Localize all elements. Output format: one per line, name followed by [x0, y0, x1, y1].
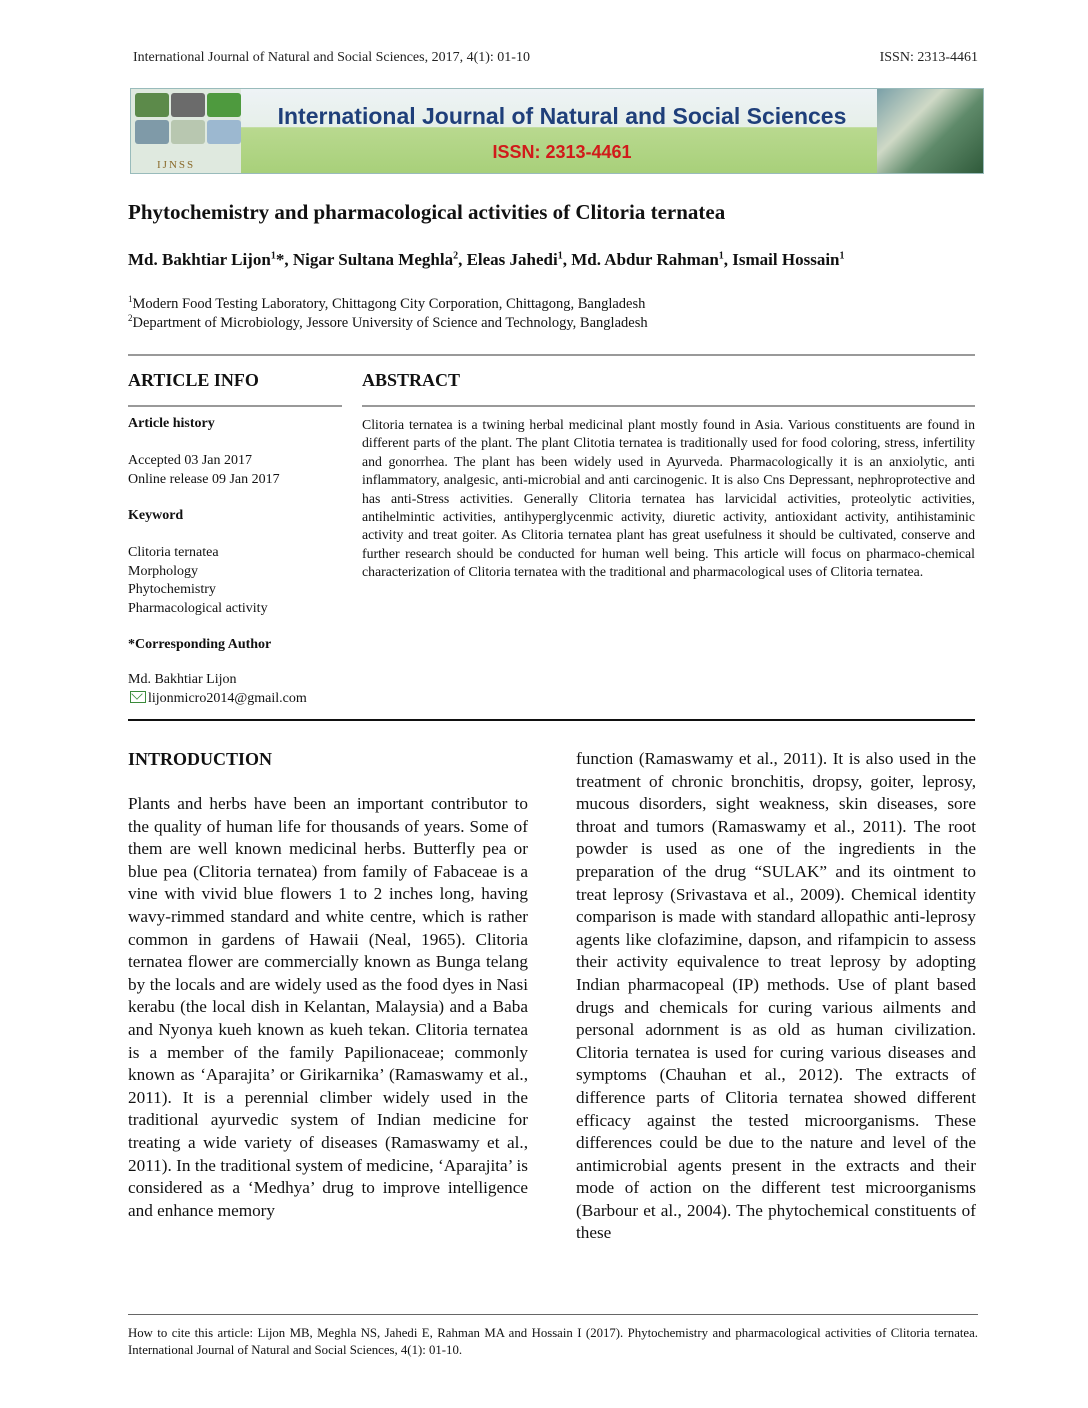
keyword-item: Phytochemistry [128, 582, 216, 597]
running-header-issn: ISSN: 2313-4461 [879, 50, 978, 65]
corresponding-author-heading: *Corresponding Author [128, 637, 272, 652]
author-name: Eleas Jahedi [466, 250, 558, 269]
accepted-date: Accepted 03 Jan 2017 [128, 453, 253, 468]
introduction-left-column: Plants and herbs have been an important contributor to the quality of human life for thousands of years. Some of them are well known medicinal herbs. Butterfly pea or blue pea (Clitoria ternatea) from family of Fabaceae is a vine with vivid blue flowers 1 to 2 inches long, having wavy-rimmed standard and white centre, which is rather common in gardens of Hawaii (Neal, 1965). Clitoria ternatea flower are commercially known as Bunga telang by the locals and are widely used as the food dyes in Nasi kerabu (the local dish in Kelantan, Malaysia) and a Baba and Nyonya kueh known as kueh tekan. Clitoria ternatea is a member of the family Papilionaceae; commonly known as ‘Aparajita’ or Girikarnika’ (Ramaswamy et al., 2011). It is a perennial climber widely used in the traditional ayurvedic system of Indian medicine for treating a wide variety of diseases (Ramaswamy et al., 2011). In the traditional system of medicine, ‘Aparajita’ is considered as a ‘Medhya’ drug to improve intelligence and enhance memory [128, 794, 528, 1220]
author-list: Md. Bakhtiar Lijon$^1$*, Nigar Sultana Meghla$^2$, Eleas Jahedi$^1$, Md. Abdur Rahman$^1$, Ismail Hossain$^1$ [128, 250, 845, 269]
author-name: Md. Bakhtiar Lijon [128, 250, 271, 269]
keyword-list [128, 544, 268, 618]
affiliation [128, 294, 645, 313]
author-affil-sup: 1 [839, 250, 845, 262]
citation [128, 1325, 978, 1359]
corresponding-mark: * [275, 250, 285, 269]
keyword-item: Pharmacological activity [128, 600, 268, 616]
author-affil-sup: 1 [270, 250, 276, 262]
citation-text: Lijon MB, Meghla NS, Jahedi E, Rahman MA and Hossain I (2017). Phytochemistry and pharmacological activities of Clitoria ternatea. International Journal of Natural and Social Sciences, 4(1): 01-10. [128, 1326, 978, 1357]
divider [128, 354, 975, 356]
affiliation-text: Modern Food Testing Laboratory, Chittagong City Corporation, Chittagong, Bangladesh [132, 295, 646, 312]
author-affil-sup: 2 [453, 250, 459, 262]
banner-issn: ISSN: 2313-4461 [492, 142, 632, 162]
author-name: Nigar Sultana Meghla [292, 250, 454, 269]
citation-label: How to cite this article: [128, 1326, 254, 1340]
running-header-journal: International Journal of Natural and Social Sciences, 2017, 4(1): 01-10 [133, 50, 530, 65]
mail-icon [130, 691, 146, 703]
article-history-heading: Article history [128, 416, 215, 431]
banner-logo-text: IJNSS [157, 159, 196, 171]
keyword-item: Clitoria ternatea [128, 545, 219, 560]
footer-divider [128, 1314, 978, 1315]
divider [362, 405, 975, 407]
affiliation-text: Department of Microbiology, Jessore University of Science and Technology, Bangladesh [132, 314, 648, 331]
banner-logo-collage [131, 89, 241, 173]
keyword-heading: Keyword [128, 508, 184, 523]
affiliation-sup: 1 [128, 294, 133, 304]
author-affil-sup: 1 [718, 250, 724, 262]
online-release-date: Online release 09 Jan 2017 [128, 472, 280, 487]
affiliation-sup: 2 [128, 313, 133, 323]
author-affil-sup: 1 [557, 250, 563, 262]
abstract-heading: ABSTRACT [362, 370, 461, 390]
abstract-text: Clitoria ternatea is a twining herbal medicinal plant mostly found in Asia. Various constituents are found in different parts of the plant. The plant Clitotia ternatea is traditionally used for food coloring, stress, infertility and gonorrhea. The plant has been widely used in Ayurveda. Pharmacologically it is an anxiolytic, anti inflammatory, analgesic, anti-microbial and anti carcinogenic. It is also Cns Depressant, nephroprotective and has anti-Stress activities. Generally Clitoria ternatea has larvicidal activities, proteolytic activities, antihelmintic activities, antihyperglycenmic activity, diuretic activity, antioxidant activity, antihistaminic activity and treat goiter. As Clitoria ternatea plant has great usefulness it should be cultivated, conserve and further research should be conducted for human well being. This article will focus on pharmaco-chemical characterization of Clitoria ternatea with the traditional and pharmacological uses of Clitoria ternatea. [362, 417, 975, 580]
corresponding-author-name: Md. Bakhtiar Lijon [128, 672, 237, 687]
author-name: Md. Abdur Rahman [571, 250, 719, 269]
introduction-heading: INTRODUCTION [128, 749, 273, 769]
affiliation [128, 313, 648, 332]
article-info-heading: ARTICLE INFO [128, 370, 259, 390]
banner-title: International Journal of Natural and Social Sciences [277, 103, 847, 129]
banner-photo [877, 89, 983, 173]
divider [128, 719, 975, 721]
email-text[interactable]: lijonmicro2014@gmail.com [148, 691, 307, 706]
journal-banner [130, 88, 984, 174]
paper-title: Phytochemistry and pharmacological activities of Clitoria ternatea [128, 200, 726, 224]
corresponding-email[interactable] [130, 690, 307, 709]
introduction-right-column: function (Ramaswamy et al., 2011). It is also used in the treatment of chronic bronchitis, dropsy, goiter, leprosy, mucous disorders, sight weakness, skin diseases, sore throat and tumors (Ramaswamy et al., 2011). The root powder is used as one of the ingredients in the preparation of the drug “SULAK” and its ointment to treat leprosy (Srivastava et al., 2009). Chemical identity comparison is made with standard allopathic anti-leprosy agents like clofazimine, dapson, and rifampicin to assess their activity equivalence to treat leprosy by adopting Indian pharmacopeal (IP) methods. Use of plant based drugs and chemicals for curing various ailments and personal adornment is as old as human civilization. Clitoria ternatea is used for curing various diseases and symptoms (Chauhan et al., 2012). The extracts of difference parts of Clitoria ternatea showed different efficacy against the tested microorganisms. These differences could be due to the nature and level of the antimicrobial agents present in the extracts and their mode of action on the different test microorganisms (Barbour et al., 2004). The phytochemical constituents of these [576, 749, 976, 1243]
author-name: Ismail Hossain [732, 250, 840, 269]
divider [128, 405, 342, 407]
keyword-item: Morphology [128, 563, 198, 579]
